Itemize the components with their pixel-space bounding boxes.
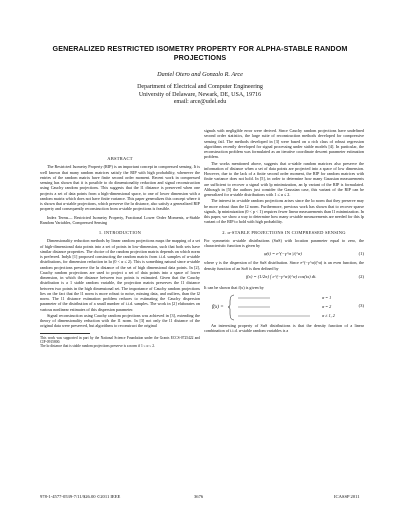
- footer-conference: ICASSP 2011: [334, 494, 360, 499]
- abstract-heading: ABSTRACT: [107, 156, 133, 161]
- footer-isbn: 978-1-4577-0539-7/11/$26.00 ©2011 IEEE: [40, 494, 121, 499]
- affiliation-block: [40, 84, 360, 107]
- equation-3-number: (3): [358, 303, 364, 308]
- footnote-rule: [40, 333, 90, 334]
- paper-title: GENERALIZED RESTRICTED ISOMETRY PROPERTY FOR ALPHA-STABLE RANDOM PROJECTIONS: [52, 44, 348, 62]
- right-paragraph-3: The interest in α-stable random projections arises since the lα norm that they preserve may be more robust than the l2 norm. Furthermore, previous work has shown that to recover sparse signals, lp minimization (0 < p < 1) requires fewer linear measurements than l1 minimization. In this paper, we show a way to determine how many α-stable measurements are needed for this lp variant of the RIP to hold with high probability.: [204, 198, 364, 225]
- equation-3-cases: [322, 293, 335, 320]
- section-2-paragraph-3: It can be shown that f(x) is given by: [204, 284, 264, 290]
- section-2-paragraph-1: For symmetric α-stable distributions (SαS) with location parameter equal to zero, the characteristic function is given by: [204, 237, 364, 248]
- equation-3-case-1: α = 1: [322, 295, 332, 300]
- index-terms: Index Terms— Restricted Isometry Property, Fractional Lower Order Moments, α-Stable Random Variables, Compressed Sensing: [40, 214, 200, 225]
- abstract-text: The Restricted Isometry Property (RIP) is an important concept in compressed sensing. It is well known that many random matrices satisfy the RIP with high probability, whenever the entries of the random matrix have finite second order moment. Recent work in compressed sensing has shown that it is possible to do dimensionality reduction and signal reconstruction using Cauchy random projections. This suggests that the l1 distance is preserved when one projects a set of data points from a high-dimensional space, to one of lower dimension with a random matrix which does not have finite variance. This paper generalizes this concept where it is shown that α-stable projections, which preserve the lα distance, also satisfy a generalized RIP property and consequently reconstruction from α-stable projections is feasible.: [40, 164, 200, 212]
- affiliation-department: Department of Electrical and Computer Engineering: [137, 84, 263, 90]
- right-paragraph-2: The works mentioned above, suggests that α-stable random matrices also preserve the information of distance when a set of data points are projected into a space of low dimension. However, due to the lack of a finite second order moment, the RIP for random matrices with finite variance does not hold. In [5], in order to determine how many Gaussian measurements are sufficient to recover a signal with lp minimization, an lp variant of the RIP is formulated. Although in [5] the authors just consider the Gaussian case, this variant of the RIP can be generalized for α-stable distributions with 1 ≤ α ≤ 2.: [204, 160, 364, 197]
- footnote-funding: This work was supported in part by the National Science Foundation under the Grants ECCS-0725422 and CIF-0915800.: [40, 335, 200, 344]
- footer-page-number: 3676: [194, 494, 204, 499]
- affiliation-email: email: arce@udel.edu: [173, 99, 227, 106]
- equation-2: [204, 272, 364, 285]
- equation-1-number: (1): [358, 251, 364, 257]
- paper-authors: Daniel Otero and Gonzalo R. Arce: [157, 71, 243, 78]
- introduction-paragraph-2: Signal reconstruction using Cauchy random projections was achieved in [3], extending the theory of dimensionality reduction with the l1 norm. In [3] not only the l1 distance of the original data were preserved, but algorithms to reconstruct the original: [40, 312, 200, 329]
- right-paragraph-1: signals with negligible error were derived. Since Cauchy random projections have undefined second order statistics, the large suite of reconstruction methods developed for compressive sensing fail. The methods developed in [3] were based on a rich class of robust regression algorithms recently developed for signal processing under stable models [4]. In particular, the reconstruction problem was formulated as an iterative coordinate descent parameter estimation problem.: [204, 128, 364, 160]
- footnote-norm: The lα distance that is stable random projections preserve is a norm if 1 ≤ α ≤ 2.: [40, 344, 155, 349]
- equation-1-body: φ(t) = e^(−γ^α |t|^α): [264, 251, 302, 257]
- equation-2-number: (2): [358, 273, 364, 279]
- equation-2-body: f(x) = (1/2π) ∫ e^(−γ^α|t|^α) cos(tx) dt.: [246, 273, 317, 279]
- introduction-heading: 1. INTRODUCTION: [98, 230, 142, 235]
- section-2-paragraph-4: An interesting property of SαS distributions is that the density function of a linear combination of i.i.d. α-stable random variables is a: [204, 323, 364, 334]
- right-column: [204, 128, 364, 335]
- svg-text:f(x) =: f(x) =: [212, 305, 224, 310]
- equation-3-formula: [210, 292, 320, 322]
- affiliation-university: University of Delaware, Newark, DE, USA, 19716: [138, 91, 262, 98]
- equation-3-case-3: α ≠ 1, 2: [322, 313, 335, 318]
- equation-3-case-2: α = 2: [322, 304, 332, 309]
- equation-1: [204, 249, 364, 260]
- section-2-heading: 2. α-STABLE PROJECTIONS IN COMPRESSED SENSING: [222, 229, 346, 235]
- section-2-paragraph-2: where γ is the dispersion of the SαS distribution. Since e^(−γ^α|t|^α) is an even function, the density function of an SαS is then defined by: [204, 260, 364, 271]
- introduction-paragraph-1: Dimensionality reduction methods by linear random projections maps the mapping of a set of high-dimensional data points into a set of points in low-dimension, such that both sets have similar distance properties. The choice of the random projection matrix depends on which norm is preferred. Indyk [1] proposed constructing the random matrix from i.i.d. samples of α-stable distributions, for dimension reduction in lα (0 < α ≤ 2). This is something natural since α-stable random projections preserve the lα distance of the set of high dimensional data points. In [2], Cauchy random projections are used to project a set of data points into a space of lower dimension, in which the distance between two points is estimated. Given that the Cauchy distribution is a 1 stable random variable, the projection matrix preserves the l1 distance between two points in the high dimensional set. The importance of Cauchy random projections lies on the fact that the l1 norm is more robust to noise, missing data, and outliers, than the l2 norm. The l1 distance estimation problem reduces to estimating the Cauchy dispersion parameter of the distribution of a small number of i.i.d. samples. The work in [2] elaborates on various nonlinear estimates of this dispersion parameter.: [40, 238, 200, 312]
- left-column: [40, 156, 200, 349]
- equation-3: [204, 291, 364, 323]
